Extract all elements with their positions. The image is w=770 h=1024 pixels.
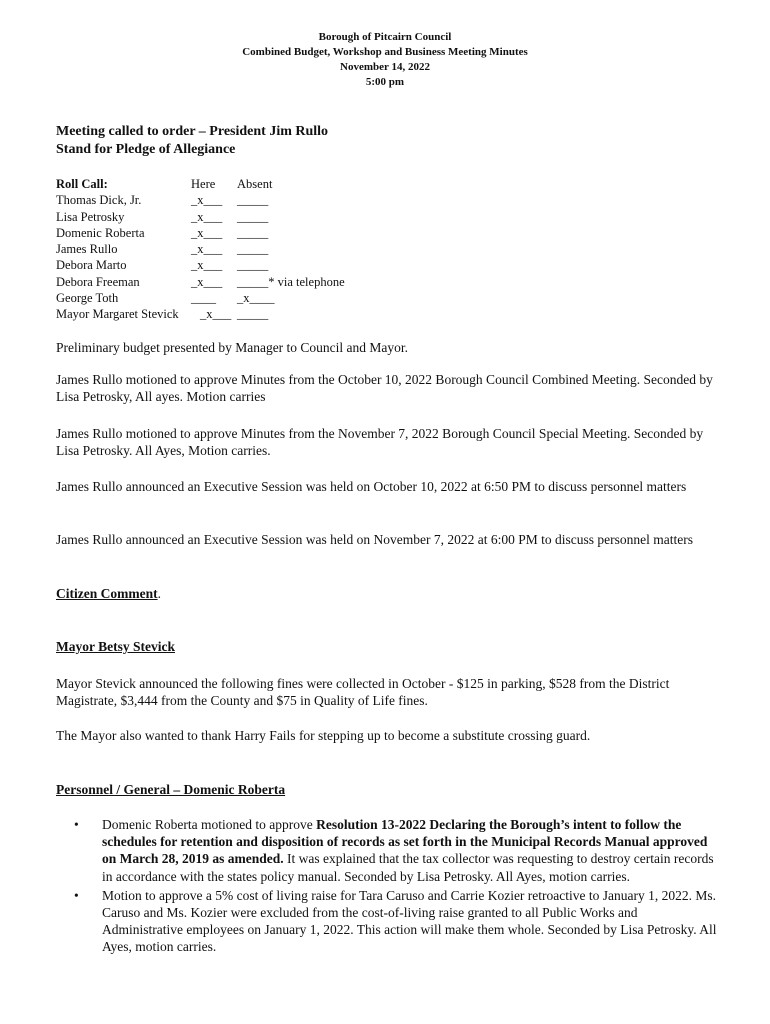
absent-column-header: Absent [237, 177, 273, 191]
minutes-october-paragraph: James Rullo motioned to approve Minutes from the October 10, 2022 Borough Council Combined Meeting. Seconded by Lisa Petrosky, All ayes. Motion carries [56, 372, 713, 404]
mayor-fines-paragraph: Mayor Stevick announced the following fines were collected in October - $125 in parking, $528 from the District Magistrate, $3,444 from the County and $75 in Quality of Life fines. [56, 676, 670, 708]
meeting-time: 5:00 pm [365, 76, 405, 88]
absent-mark: _____ [237, 242, 269, 257]
here-mark: _x___ [191, 258, 223, 273]
here-mark: _x___ [191, 193, 223, 208]
member-name: Thomas Dick, Jr. [56, 193, 142, 208]
absent-mark: _x____ [237, 291, 275, 306]
member-name: James Rullo [56, 242, 118, 257]
citizen-comment-heading: Citizen Comment [56, 586, 158, 601]
personnel-motions-list [56, 816, 721, 958]
executive-session-november-paragraph: James Rullo announced an Executive Session was held on November 7, 2022 at 6:00 PM to discuss personnel matters [56, 532, 694, 547]
absent-mark: _____ [237, 193, 269, 208]
absent-mark: _____* via telephone [237, 274, 345, 289]
citizen-comment-section [56, 585, 161, 602]
list-item [56, 887, 721, 956]
member-name: Domenic Roberta [56, 225, 145, 240]
executive-session-october-paragraph: James Rullo announced an Executive Session was held on October 10, 2022 at 6:50 PM to discuss personnel matters [56, 479, 687, 494]
budget-paragraph: Preliminary budget presented by Manager to Council and Mayor. [56, 340, 409, 355]
bullet-icon: • [74, 887, 79, 903]
motion-text: Motion to approve a 5% cost of living raise for Tara Caruso and Carrie Kozier retroactive to January 1, 2022. Ms. Caruso and Ms. Kozier were excluded from the cost-of-living raise granted to all Public Works and Administrative employees on January 1, 2022. This action will make them whole. Seconded by Lisa Petrosky. All Ayes, motion carries. [102, 887, 717, 955]
minutes-november-paragraph: James Rullo motioned to approve Minutes from the November 7, 2022 Borough Council Special Meeting. Seconded by Lisa Petrosky. All Ayes, Motion carries. [56, 426, 704, 458]
absent-mark: _____ [237, 225, 269, 240]
citizen-comment-period: . [157, 586, 161, 601]
here-mark: _x___ [191, 274, 223, 289]
absent-mark: _____ [237, 209, 269, 224]
document-title: Combined Budget, Workshop and Business Meeting Minutes [242, 46, 528, 58]
resolution-title: Resolution 13-2022 Declaring the Borough’s intent to follow the schedules for retention and disposition of records as set forth in the Municipal Records Manual approved on March 28, 2019 as amended. [102, 817, 708, 867]
here-mark: ____ [191, 291, 216, 306]
here-mark: _x___ [200, 307, 232, 322]
motion-intro: Domenic Roberta motioned to approve [102, 817, 317, 832]
member-name: George Toth [56, 291, 119, 306]
mayor-thanks-paragraph: The Mayor also wanted to thank Harry Fails for stepping up to become a substitute crossing guard. [56, 728, 591, 743]
absent-mark: _____ [237, 258, 269, 273]
bullet-icon: • [74, 817, 79, 832]
meeting-date: November 14, 2022 [340, 61, 430, 73]
borough-name: Borough of Pitcairn Council [318, 31, 452, 43]
absent-mark: _____ [237, 307, 269, 322]
member-name: Debora Marto [56, 258, 127, 273]
member-name: Lisa Petrosky [56, 209, 125, 224]
document-header [0, 30, 770, 90]
personnel-section-heading: Personnel / General – Domenic Roberta [56, 782, 286, 797]
called-to-order: Meeting called to order – President Jim Rullo [56, 124, 329, 139]
pledge-heading: Stand for Pledge of Allegiance [56, 142, 236, 157]
here-mark: _x___ [191, 242, 223, 257]
here-mark: _x___ [191, 209, 223, 224]
list-item [56, 816, 721, 885]
here-mark: _x___ [191, 225, 223, 240]
here-column-header: Here [191, 177, 216, 191]
mayor-section-heading: Mayor Betsy Stevick [56, 639, 175, 654]
member-name: Mayor Margaret Stevick [56, 307, 179, 322]
roll-call-label: Roll Call: [56, 177, 108, 191]
motion-details: It was explained that the tax collector was requesting to destroy certain records in accordance with the states policy manual. Seconded by Lisa Petrosky. All Ayes, motion carries. [102, 851, 714, 884]
member-name: Debora Freeman [56, 274, 140, 289]
